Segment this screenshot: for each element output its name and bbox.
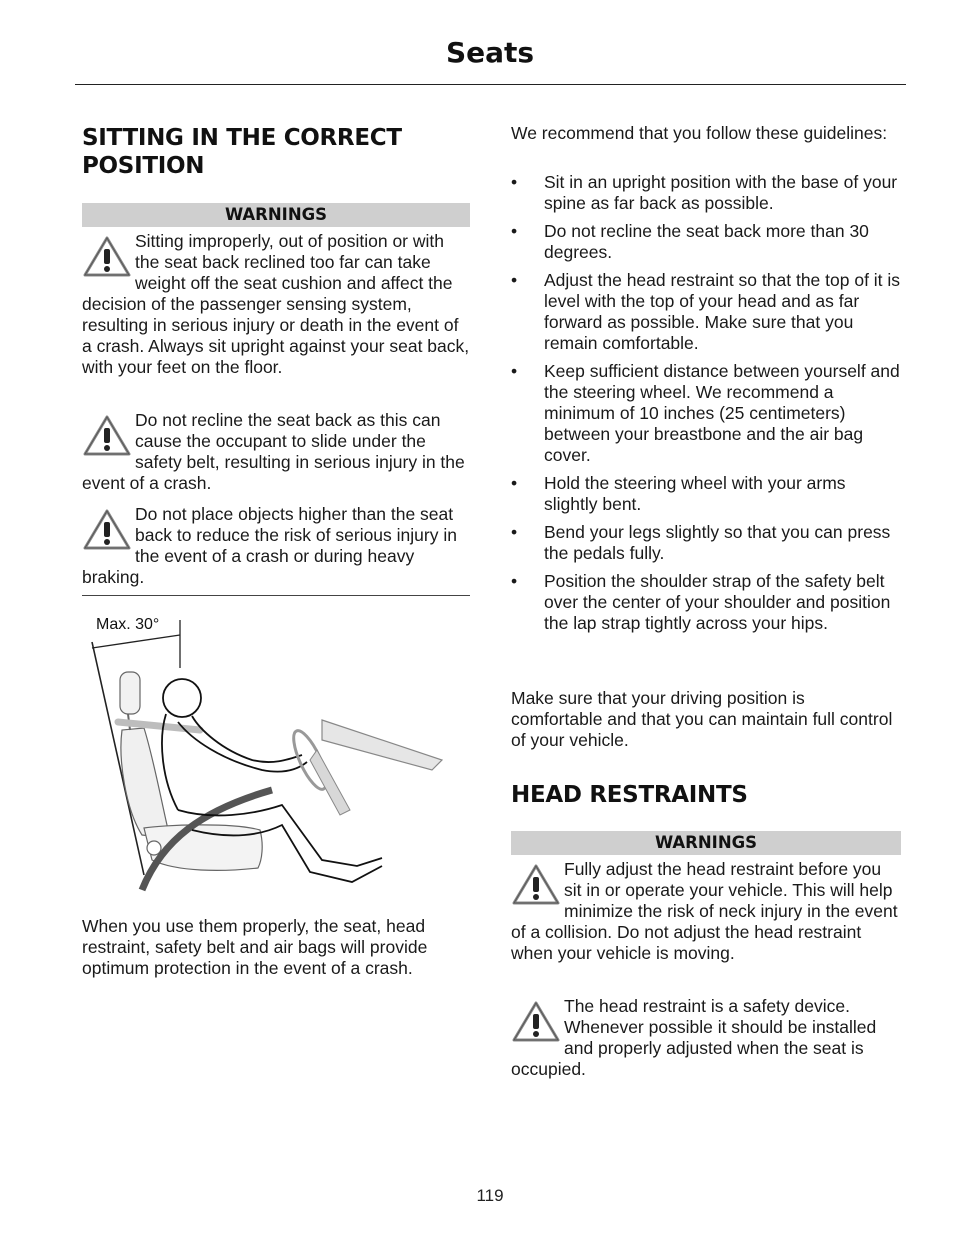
- list-item: [511, 473, 901, 515]
- list-item: [511, 172, 901, 214]
- bullet-icon: •: [511, 571, 518, 591]
- warning-item: [82, 231, 470, 378]
- section-heading-head-restraints: HEAD RESTRAINTS: [511, 782, 748, 808]
- list-item: [511, 270, 901, 354]
- list-item: [511, 221, 901, 263]
- warning-text: Do not place objects higher than the seat back to reduce the risk of serious injury in the event of a crash or during heavy braking.: [82, 504, 457, 587]
- warning-text: The head restraint is a safety device. Whenever possible it should be installed and properly adjusted when the seat is occupied.: [511, 996, 877, 1079]
- guidelines-list: [511, 172, 901, 641]
- seat-position-illustration: [82, 610, 462, 905]
- seat-illustration-drawing: [82, 610, 462, 905]
- page-title: Seats: [445, 36, 535, 69]
- section-heading-correct-position: SITTING IN THE CORRECT POSITION: [82, 125, 402, 179]
- warning-text: Do not recline the seat back as this can cause the occupant to slide under the safety belt, resulting in serious injury in the event of a crash.: [82, 410, 465, 493]
- page-number: 119: [476, 1186, 504, 1205]
- list-item: [511, 361, 901, 466]
- warning-triangle-icon: [511, 1000, 561, 1044]
- warning-item: [82, 410, 470, 494]
- warning-triangle-icon: [82, 414, 132, 458]
- bullet-icon: •: [511, 270, 518, 290]
- bullet-icon: •: [511, 473, 518, 493]
- warning-triangle-icon: [511, 863, 561, 907]
- bullet-icon: •: [511, 361, 518, 381]
- list-item: [511, 522, 901, 564]
- bullet-icon: •: [511, 172, 518, 192]
- warning-text: Sitting improperly, out of position or with the seat back reclined too far can take weight off the seat cushion and affect the decision of the passenger sensing system, resulting in serious injury or death in the event of a crash. Always sit upright against your seat back, with your feet on the floor.: [82, 231, 470, 377]
- list-item-text: Do not recline the seat back more than 30 degrees.: [544, 221, 869, 262]
- warning-text: Fully adjust the head restraint before you sit in or operate your vehicle. This will help minimize the risk of neck injury in the event of a collision. Do not adjust the head restraint when your vehicle is moving.: [511, 859, 898, 963]
- list-item-text: Hold the steering wheel with your arms slightly bent.: [544, 473, 846, 514]
- list-item-text: Position the shoulder strap of the safety belt over the center of your shoulder and position the lap strap tightly across your hips.: [544, 571, 891, 633]
- warning-triangle-icon: [82, 508, 132, 552]
- title-divider: [75, 84, 906, 85]
- warnings-bar: WARNINGS: [82, 203, 470, 227]
- bullet-icon: •: [511, 221, 518, 241]
- driving-position-paragraph: Make sure that your driving position is comfortable and that you can maintain full control of your vehicle.: [511, 688, 893, 750]
- figure-label: Max. 30°: [96, 616, 160, 633]
- warnings-bar: WARNINGS: [511, 831, 901, 855]
- section-divider: [82, 595, 470, 596]
- warning-triangle-icon: [82, 235, 132, 279]
- warning-item: [511, 996, 901, 1080]
- bullet-icon: •: [511, 522, 518, 542]
- list-item-text: Keep sufficient distance between yourself and the steering wheel. We recommend a minimum of 10 inches (25 centimeters) between your breastbone and the air bag cover.: [544, 361, 900, 465]
- list-item-text: Sit in an upright position with the base of your spine as far back as possible.: [544, 172, 898, 213]
- list-item-text: Bend your legs slightly so that you can press the pedals fully.: [544, 522, 891, 563]
- warning-item: [82, 504, 470, 588]
- list-item: [511, 571, 901, 634]
- warning-item: [511, 859, 901, 964]
- closing-paragraph: When you use them properly, the seat, head restraint, safety belt and air bags will provide optimum protection in the event of a crash.: [82, 916, 428, 978]
- guidelines-intro: We recommend that you follow these guidelines:: [511, 123, 888, 143]
- list-item-text: Adjust the head restraint so that the top of it is level with the top of your head and as far forward as possible. Make sure that you remain comfortable.: [544, 270, 901, 353]
